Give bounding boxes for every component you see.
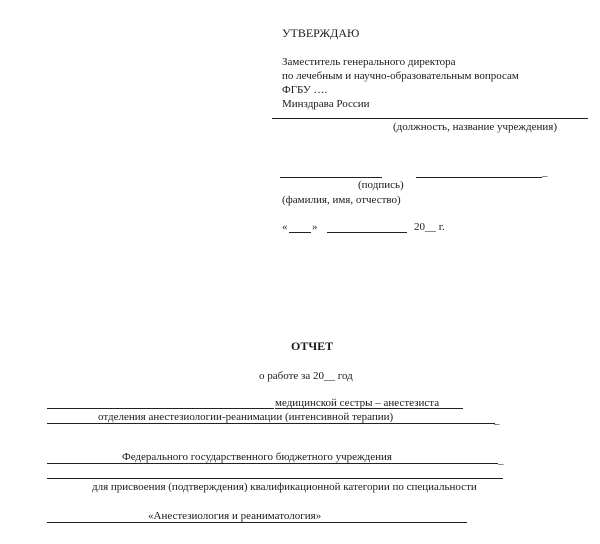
date-year: 20__ г. (414, 221, 445, 233)
report-line-5: «Анестезиология и реаниматология» (148, 510, 322, 522)
date-quote-open: « (282, 221, 288, 233)
signature-line (280, 177, 382, 178)
signature-caption: (подпись) (358, 179, 404, 191)
date-month-line (327, 232, 407, 233)
blank-line (47, 478, 503, 479)
approval-line-1: Заместитель генерального директора (282, 56, 456, 68)
report-line-1-underline (47, 408, 274, 409)
report-line-3-trail: _ (498, 454, 504, 466)
report-line-5-underline (47, 522, 467, 523)
report-title: ОТЧЕТ (291, 339, 334, 353)
report-line-3-underline (47, 463, 498, 464)
date-day-line (289, 232, 311, 233)
report-line-2-trail: _ (494, 414, 500, 426)
position-line (272, 118, 588, 119)
report-line-2-underline (47, 423, 495, 424)
report-line-3: Федерального государственного бюджетного учреждения (122, 451, 392, 463)
approval-heading: УТВЕРЖДАЮ (282, 26, 360, 40)
position-caption: (должность, название учреждения) (393, 121, 558, 133)
approval-line-2: по лечебным и научно-образовательным вопросам (282, 70, 519, 82)
name-line (416, 177, 542, 178)
report-line-2: отделения анестезиологии-реанимации (интенсивной терапии) (98, 411, 394, 423)
date-quote-close: » (312, 221, 318, 233)
report-line-4: для присвоения (подтверждения) квалификационной категории по специальности (92, 481, 477, 493)
name-caption: (фамилия, имя, отчество) (282, 194, 401, 206)
approval-line-3: ФГБУ …. (282, 84, 328, 96)
report-line-1-text-underline (275, 408, 463, 409)
report-line-1: медицинской сестры – анестезиста (275, 397, 440, 409)
approval-line-4: Минздрава России (282, 98, 370, 110)
signature-trail: _ (542, 166, 548, 178)
report-subtitle: о работе за 20__ год (259, 370, 353, 382)
